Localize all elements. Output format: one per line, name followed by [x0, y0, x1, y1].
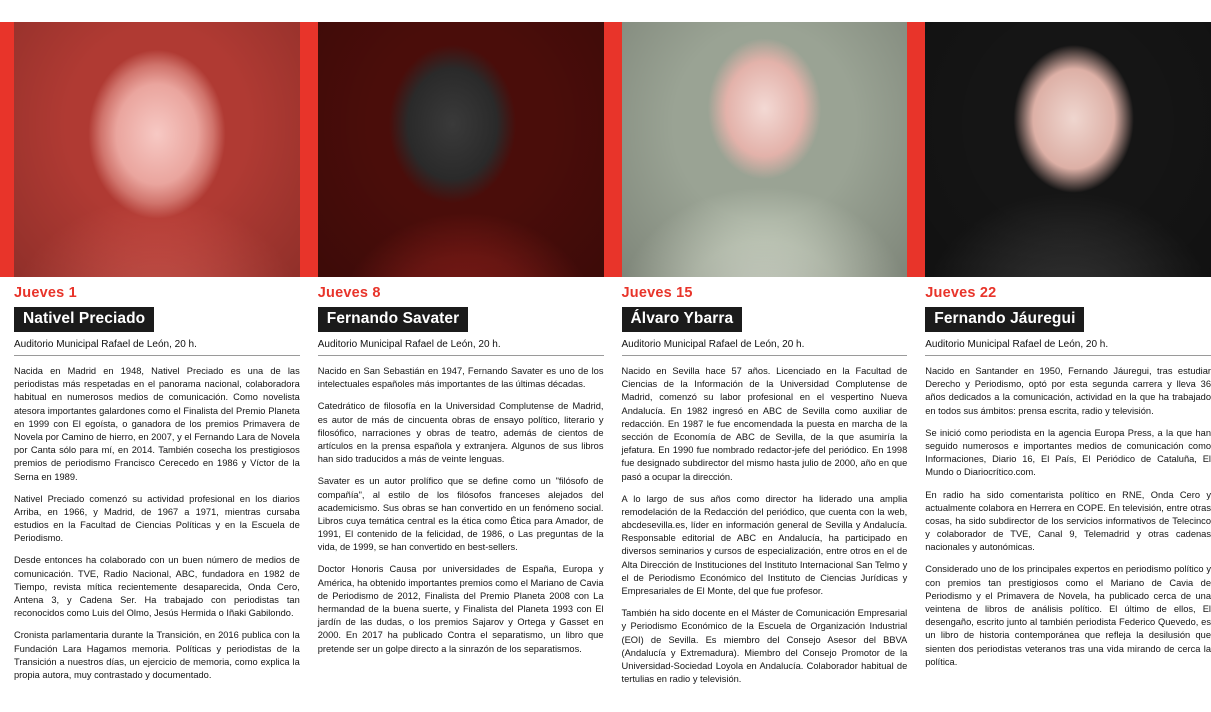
speaker-name-badge — [622, 307, 743, 332]
portrait-vignette — [318, 22, 604, 277]
speaker-column — [14, 285, 300, 686]
speaker-name: Álvaro Ybarra — [630, 310, 734, 327]
portrait-cell-1 — [14, 22, 300, 277]
bio-paragraph: Catedrático de filosofía en la Universidad Complutense de Madrid, es autor de más de cincuenta obras de ensayo político, literario y filosófico, narraciones y obras de teatro, además de cientos de artículos en la prensa española y extranjera. Algunos de sus libros han sido traducidos a más de veinte lenguas. — [317, 401, 604, 465]
bio-paragraph: Nacido en Sevilla hace 57 años. Licenciado en la Facultad de Ciencias de la Información de la Universidad Complutense de Madrid, comenzó su labor profesional en el vespertino Nueva Andalucía. En 1982 ingresó en ABC de Sevilla como auxiliar de redacción. En 1987 le fue encomendada la puesta en marcha de la sección de Economía de ABC de Sevilla, de la que asumiría la jefatura. En 1990 fue nombrado redactor-jefe del periódico. En 1998 fue designado subdirector del mismo hasta julio de 2000, año en que pasó a ocupar la dirección. — [621, 366, 908, 482]
portrait-strip — [0, 22, 1211, 277]
event-date: Jueves 1 — [14, 285, 77, 301]
speaker-column — [622, 285, 908, 686]
bio-paragraph: A lo largo de sus años como director ha liderado una amplia remodelación de la Redacción del periódico, que cuenta con la web, abcdesevilla.es, líder en información general de Sevilla y Andalucía. Responsable editorial de ABC en Andalucía, ha participado en diversos seminarios y cursos de especialización, entre otros en el de Alta Dirección de Instituciones del Instituto Internacional San Telmo y el de Periodismo Económico del Instituto de Ciencias Jurídicas y Empresariales de El Monte, del que fue profesor. — [621, 493, 908, 596]
bio-paragraph: En radio ha sido comentarista político en RNE, Onda Cero y actualmente colabora en Herrera en COPE. En televisión, entre otras cosas, ha sido subdirector de los servicios informativos de Telecinco y colaborador de TVE, Canal 9, Telemadrid y otras cadenas nacionales y autonómicas. — [925, 489, 1211, 553]
speaker-columns — [0, 285, 1211, 686]
speaker-name: Fernando Savater — [326, 310, 460, 327]
bio-paragraph: Desde entonces ha colaborado con un buen número de medios de comunicación. TVE, Radio Nacional, ABC, fundadora en 1982 de Tiempo, revista mítica recientemente desaparecida, Onda Cero, Antena 3, y Cadena Ser. Ha trabajado con periodistas tan reconocidos como Luis del Olmo, Jesús Hermida o Iñaki Gabilondo. — [14, 555, 300, 619]
event-date: Jueves 22 — [925, 285, 997, 301]
speaker-name-badge — [318, 307, 469, 332]
bio-paragraph: Savater es un autor prolífico que se define como un "filósofo de compañía", al estilo de los filósofos franceses alejados del academicismo. Sus obras se han convertido en un fenómeno social. Libros cuya temática central es la ética como Ética para Amador, de 1991, El contenido de la felicidad, de 1986, o Las preguntas de la vida, de 1999, se han convertido en best-sellers. — [317, 476, 604, 553]
speaker-bio — [925, 365, 1211, 669]
bio-paragraph: Cronista parlamentaria durante la Transición, en 2016 publica con la Fundación Lara Hagamos memoria. Políticas y periodistas de la Transición a nuestros días, un ejercicio de memoria, como explica la propia autora, muy contrastado y documentado. — [14, 630, 300, 680]
speaker-name-badge — [925, 307, 1084, 332]
bio-paragraph: Nativel Preciado comenzó su actividad profesional en los diarios Arriba, en 1966, y Madrid, de 1967 a 1971, mientras cursaba estudios en la Facultad de Ciencias Políticas y en la Escuela de Periodismo. — [14, 493, 300, 544]
bio-paragraph: Nacido en Santander en 1950, Fernando Jáuregui, tras estudiar Derecho y Periodismo, optó por esta segunda carrera y lleva 36 años dedicados a la comunicación, actividad en la que ha trabajado en todos sus ámbitos: prensa escrita, radio y televisión. — [925, 366, 1211, 416]
speaker-name: Nativel Preciado — [23, 310, 146, 327]
bio-paragraph: Doctor Honoris Causa por universidades de España, Europa y América, ha obtenido importantes premios como el Mariano de Cavia de Periodismo de 2012, Finalista del Premio Planeta 2008 con La hermandad de la buena suerte, y Finalista del Planeta 1993 con El jardín de las dudas, o los premios Sajarov y Ortega y Gasset en 2000. En 2017 ha publicado Contra el separatismo, un libro que pretende ser un golpe directo a la sinrazón de los separatismos. — [317, 564, 604, 654]
event-venue: Auditorio Municipal Rafael de León, 20 h. — [925, 339, 1211, 356]
event-venue: Auditorio Municipal Rafael de León, 20 h. — [622, 339, 908, 356]
bio-paragraph: También ha sido docente en el Máster de Comunicación Empresarial y Periodismo Económico de la Escuela de Organización Industrial (EOI) de Sevilla. Es miembro del Consejo Asesor del BBVA (Andalucía y Extremadura). Miembro del Consejo Promotor de la Universidad-Sociedad Loyola en Andalucía. Colaborador habitual de tertulias en radio y televisión. — [621, 608, 908, 685]
event-date: Jueves 15 — [621, 285, 693, 301]
portrait-vignette — [14, 22, 300, 277]
portrait-vignette — [622, 22, 908, 277]
bio-paragraph: Considerado uno de los principales expertos en periodismo político y con premios tan prestigiosos como el Mariano de Cavia de Periodismo y el Primavera de Novela, ha publicado cerca de una veintena de libros de análisis político. El último de ellos, El desengaño, escrito junto al también periodista Federico Quevedo, es un libro de historia contemporánea que refleja la desilusión que sienten dos periodistas veteranos tras una vida mirando de cerca la política. — [925, 564, 1211, 667]
speaker-bio — [318, 365, 604, 656]
speaker-column — [318, 285, 604, 686]
speaker-bio — [622, 365, 908, 686]
speaker-name-badge — [14, 307, 154, 332]
portrait-vignette — [925, 22, 1211, 277]
event-date: Jueves 8 — [317, 285, 381, 301]
portrait-cell-2 — [318, 22, 604, 277]
event-venue: Auditorio Municipal Rafael de León, 20 h. — [14, 339, 300, 356]
bio-paragraph: Nacida en Madrid en 1948, Nativel Preciado es una de las periodistas más respetadas en el panorama nacional, colaboradora habitual en numerosos medios de comunicación. Como novelista atesora importantes galardones como el Finalista del Premio Planeta en 1999 con El egoísta, o ganadora de los premios Primavera de Novela por Camino de hierro, en 2007, y el Fernando Lara de Novela por Canta sólo para mí, en 2014. También cosecha los prestigiosos premios de periodismo Francisco Cerecedo en 1986 y Víctor de la Serna en 1989. — [14, 366, 300, 482]
event-venue: Auditorio Municipal Rafael de León, 20 h. — [318, 339, 604, 356]
portrait-cell-3 — [622, 22, 908, 277]
speaker-column — [925, 285, 1211, 686]
speaker-name: Fernando Jáuregui — [934, 310, 1076, 327]
bio-paragraph: Se inició como periodista en la agencia Europa Press, a la que han seguido numerosos e importantes medios de comunicación como Informaciones, Diario 16, El País, El Periódico de Cataluña, El Mundo o Diariocrítico.com. — [925, 427, 1211, 478]
bio-paragraph: Nacido en San Sebastián en 1947, Fernando Savater es uno de los intelectuales españoles más importantes de las últimas décadas. — [317, 366, 604, 390]
portrait-cell-4 — [925, 22, 1211, 277]
speaker-bio — [14, 365, 300, 682]
